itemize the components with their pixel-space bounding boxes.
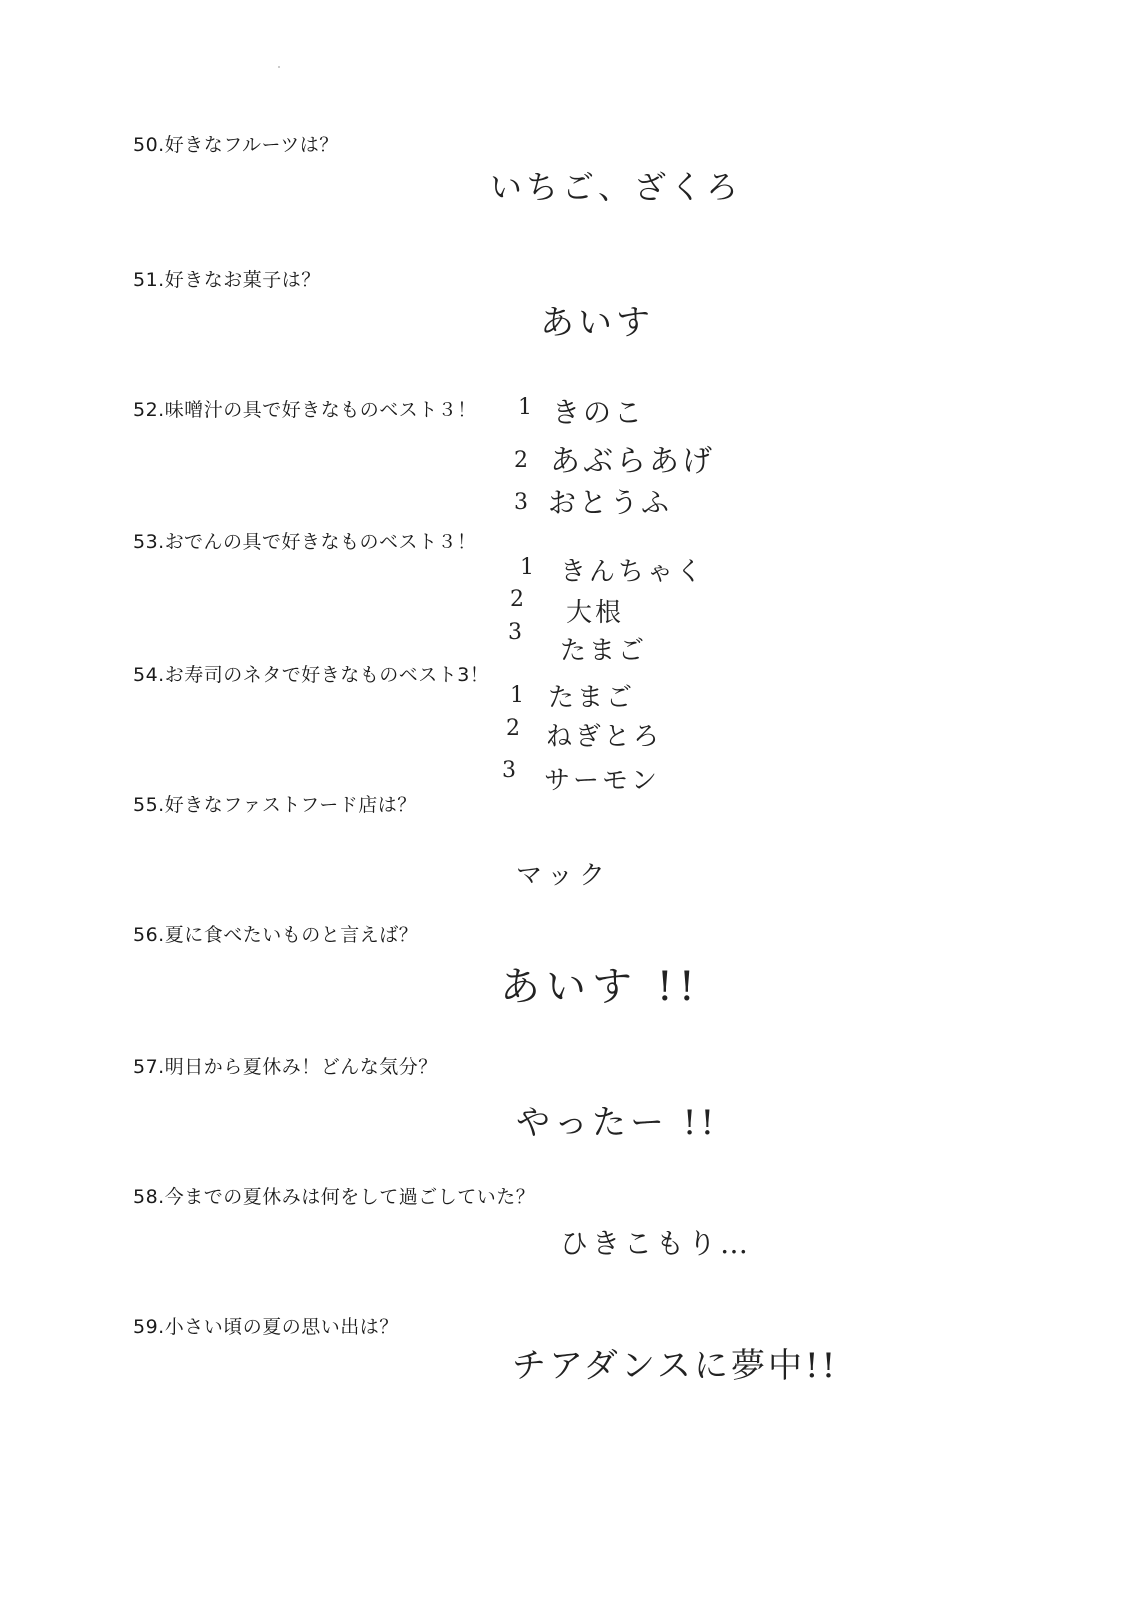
answer-58: ひきこもり…	[560, 1227, 753, 1260]
rank-answer: あぶらあげ	[550, 444, 715, 479]
question-52: 52.味噌汁の具で好きなものベスト３！	[133, 399, 477, 421]
question-54: 54.お寿司のネタで好きなものベスト3！	[133, 664, 490, 686]
rank-number: 3	[514, 490, 528, 515]
rank-number: 3	[502, 758, 516, 783]
rank-answer: きのこ	[552, 396, 646, 429]
answer-51: あいす	[540, 303, 654, 343]
question-58: 58.今までの夏休みは何をして過ごしていた？	[133, 1186, 536, 1208]
rank-answer: きんちゃく	[560, 557, 706, 587]
rank-answer: ねぎとろ	[546, 722, 663, 752]
question-56: 56.夏に食べたいものと言えば？	[133, 924, 419, 946]
scan-speck	[278, 66, 280, 68]
question-53: 53.おでんの具で好きなものベスト３！	[133, 531, 477, 553]
rank-answer: おとうふ	[548, 486, 673, 519]
question-59: 59.小さい頃の夏の思い出は？	[133, 1316, 399, 1338]
rank-answer: 大根	[566, 598, 625, 628]
rank-number: 2	[514, 448, 528, 473]
rank-answer: たまご	[548, 683, 636, 713]
question-51: 51.好きなお菓子は？	[133, 269, 321, 291]
rank-number: 3	[508, 620, 522, 645]
question-57: 57.明日から夏休み！どんな気分？	[133, 1056, 438, 1078]
rank-number: 2	[510, 587, 524, 612]
rank-number: 1	[510, 683, 524, 708]
answer-56: あいす !!	[500, 964, 701, 1010]
answer-55: マック	[516, 861, 611, 891]
rank-answer: たまご	[560, 636, 648, 666]
question-55: 55.好きなファストフード店は？	[133, 794, 417, 816]
answer-59: チアダンスに夢中!!	[512, 1346, 839, 1386]
rank-number: 1	[518, 395, 532, 420]
rank-number: 2	[506, 716, 520, 741]
question-50: 50.好きなフルーツは？	[133, 134, 339, 156]
answer-57: やったー !!	[516, 1103, 719, 1143]
rank-number: 1	[520, 555, 534, 580]
answer-50: いちご、ざくろ	[490, 168, 743, 206]
rank-answer: サーモン	[544, 766, 661, 796]
